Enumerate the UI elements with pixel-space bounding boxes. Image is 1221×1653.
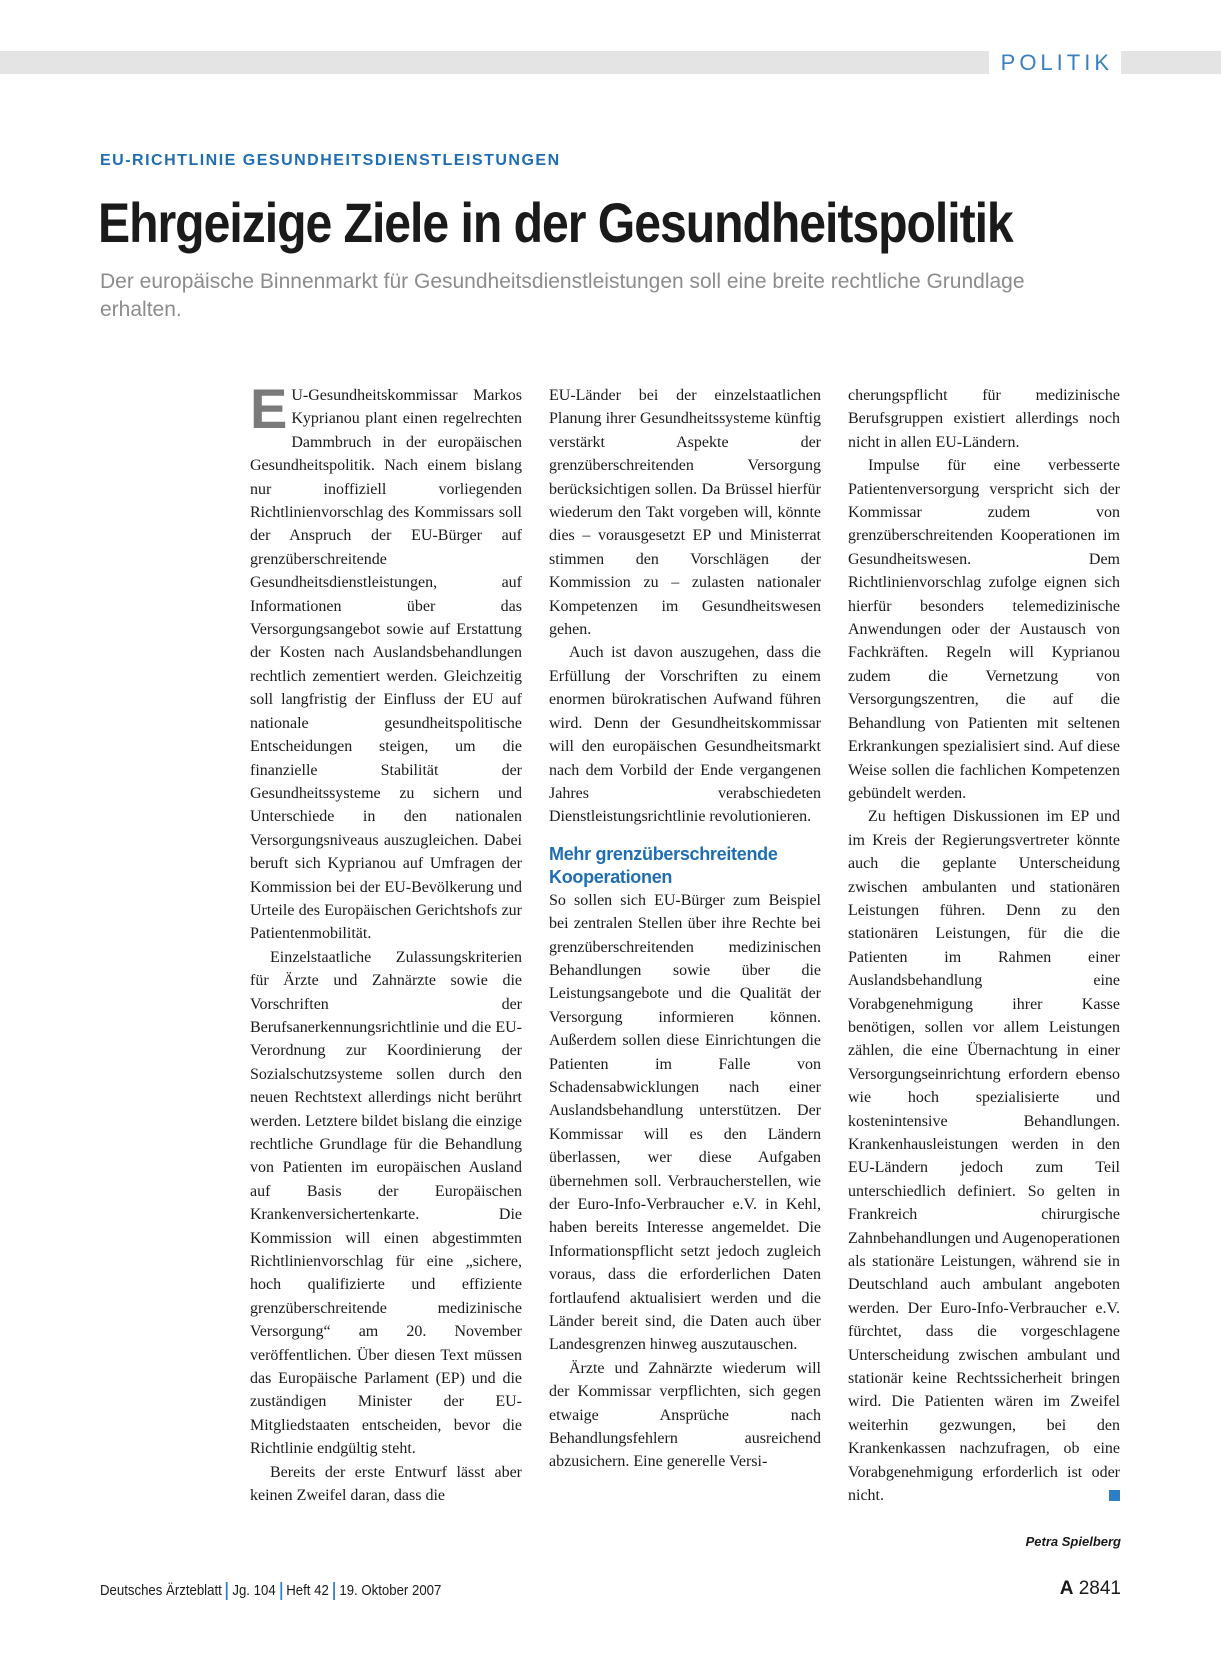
drop-cap: E	[250, 377, 288, 440]
divider	[226, 1582, 228, 1600]
divider	[333, 1582, 335, 1600]
author-credit: Petra Spielberg	[1025, 1534, 1121, 1549]
publication-name: Deutsches Ärzteblatt	[100, 1582, 222, 1599]
page-number	[1060, 1578, 1121, 1600]
subheading: Mehr grenzüberschreitende Kooperationen	[549, 843, 778, 887]
paragraph: Bereits der erste Entwurf lässt aber keinen Zweifel daran, dass die	[250, 1463, 522, 1505]
paragraph: Einzelstaatliche Zulassungskriterien für Ärzte und Zahnärzte sowie die Vorschriften der Berufsanerkennungsrichtlinie und die EU-Verordnung zur Koordinierung der Sozialschutzsysteme sollen durch den neuen Rechtstext allerdings nicht berührt werden. Letztere bildet bislang die einzige rechtliche Grundlage für die Behandlung von Patienten im europäischen Ausland auf Basis der Europäischen Krankenversichertenkarte. Die Kommission will einen abgestimmten Richtlinienvorschlag für eine „sichere, hoch qualifizierte und effiziente grenzüberschreitende medizinische Versorgung“ am 20. November veröffentlichen. Über diesen Text müssen das Europäische Parlament (EP) und die zuständigen Minister der EU-Mitgliedstaaten entscheiden, bevor die Richtlinie endgültig steht.	[250, 948, 522, 1458]
paragraph-text: Zu heftigen Diskussionen im EP und im Kreis der Regierungsvertreter könnte auch die geplante Unterscheidung zwischen ambulanten und stationären Leistungen führen. Denn zu den stationären Leistungen, für die die Patienten im Rahmen einer Auslandsbehandlung eine Vorabgenehmigung ihrer Kasse benötigen, sollen vor allem Leistungen zählen, die eine Übernachtung in einer Versorgungseinrichtung erfordern ebenso wie hoch spezialisierte und kostenintensive Behandlungen. Krankenhausleistungen werden in den EU-Ländern jedoch zum Teil unterschiedlich definiert. So gelten in Frankreich chirurgische Zahnbehandlungen und Augenoperationen als stationäre Leistungen, während sie in Deutschland auch ambulant angeboten werden. Der Euro-Info-Verbraucher e.V. fürchtet, dass die vorgeschlagene Unterscheidung zwischen ambulant und stationär keine Rechtssicherheit bringen wird. Die Patienten wären im Zweifel weiterhin gezwungen, bei den Krankenkassen nachzufragen, ob eine Vorabgenehmigung erforderlich ist oder nicht.	[848, 808, 1120, 1505]
paragraph	[250, 377, 522, 946]
page-prefix: A	[1059, 1578, 1074, 1599]
paragraph: Ärzte und Zahnärzte wiederum will der Kommissar verpflichten, sich gegen etwaige Ansprüche nach Behandlungsfehlern ausreichend abzusichern. Eine generelle Versi-	[549, 1359, 821, 1471]
end-mark-icon	[1109, 1490, 1120, 1501]
page-footer	[100, 1582, 441, 1600]
text-column-1	[250, 377, 522, 1508]
section-label: POLITIK	[989, 47, 1121, 79]
text-column-3	[848, 384, 1120, 1508]
paragraph: Impulse für eine verbesserte Patientenversorgung verspricht sich der Kommissar zudem von grenzüberschreitenden Kooperationen im Gesundheitswesen. Dem Richtlinienvorschlag zufolge eignen sich hierfür besonders telemedizinische Anwendungen oder der Austausch von Fachkräften. Regeln will Kyprianou zudem die Vernetzung von Versorgungszentren, die auf die Behandlung von Patienten mit seltenen Erkrankungen spezialisiert sind. Auf diese Weise sollen die fachlichen Kompetenzen gebündelt werden.	[848, 457, 1120, 802]
divider	[280, 1582, 282, 1600]
article-lead: Der europäische Binnenmarkt für Gesundheitsdienstleistungen soll eine breite rechtliche Grundlage erhalten.	[100, 270, 1025, 321]
paragraph	[848, 805, 1120, 1507]
article-kicker: EU-RICHTLINIE GESUNDHEITSDIENSTLEISTUNGEN	[100, 152, 561, 169]
paragraph: So sollen sich EU-Bürger zum Beispiel bei zentralen Stellen über ihre Rechte bei grenzüberschreitenden medizinischen Behandlungen sowie über die Leistungsangebote und die Qualität der Versorgung informieren können. Außerdem sollen diese Einrichtungen die Patienten im Falle von Schadensabwicklungen nach einer Auslandsbehandlung unterstützen. Der Kommissar will es den Ländern überlassen, wer diese Aufgaben übernehmen soll. Verbraucherstellen, wie der Euro-Info-Verbraucher e.V. in Kehl, haben bereits Interesse angemeldet. Die Informationspflicht setzt jedoch zugleich voraus, dass die erforderlichen Daten fortlaufend aktualisiert werden und die Länder bereit sind, die Daten auch über Landesgrenzen hinweg auszutauschen.	[549, 891, 821, 1354]
volume: Jg. 104	[232, 1582, 276, 1599]
paragraph-text: U-Gesundheitskommissar Markos Kyprianou plant einen regelrechten Dammbruch in der europäischen Gesundheitspolitik. Nach einem bislang nur inoffiziell vorliegenden Richtlinienvorschlag des Kommissars soll der Anspruch der EU-Bürger auf grenzüberschreitende Gesundheitsdienstleistungen, auf Informationen über das Versorgungsangebot sowie auf Erstattung der Kosten nach Auslandsbehandlungen rechtlich zementiert werden. Gleichzeitig soll langfristig der Einfluss der EU auf nationale gesundheitspolitische Entscheidungen steigen, um die finanzielle Stabilität der Gesundheitssysteme zu sichern und Unterschiede in den nationalen Versorgungsniveaus auszugleichen. Dabei beruft sich Kyprianou auf Umfragen der Kommission bei der EU-Bevölkerung und Urteile des Europäischen Gerichtshofs zur Patientenmobilität.	[250, 387, 522, 943]
paragraph: cherungspflicht für medizinische Berufsgruppen existiert allerdings noch nicht in allen EU-Ländern.	[848, 387, 1120, 451]
paragraph: EU-Länder bei der einzelstaatlichen Planung ihrer Gesundheitssysteme künftig verstärkt Aspekte der grenzüberschreitenden Versorgung berücksichtigen sollen. Da Brüssel hierfür wiederum den Takt vorgeben will, könnte dies – vorausgesetzt EP und Ministerrat stimmen den Vorschlägen der Kommission zu – zulasten nationaler Kompetenzen im Gesundheitswesen gehen.	[549, 387, 821, 639]
text-column-2	[549, 384, 821, 1474]
issue-date: 19. Oktober 2007	[339, 1582, 442, 1599]
article-title: Ehrgeizige Ziele in der Gesundheitspolitik	[98, 191, 1013, 254]
paragraph: Auch ist davon auszugehen, dass die Erfüllung der Vorschriften zu einem enormen bürokratischen Aufwand führen wird. Denn der Gesundheitskommissar will den europäischen Gesundheitsmarkt nach dem Vorbild der Ende vergangenen Jahres verabschiedeten Dienstleistungsrichtlinie revolutionieren.	[549, 644, 821, 826]
page-number-value: 2841	[1078, 1578, 1121, 1599]
issue: Heft 42	[286, 1582, 329, 1599]
